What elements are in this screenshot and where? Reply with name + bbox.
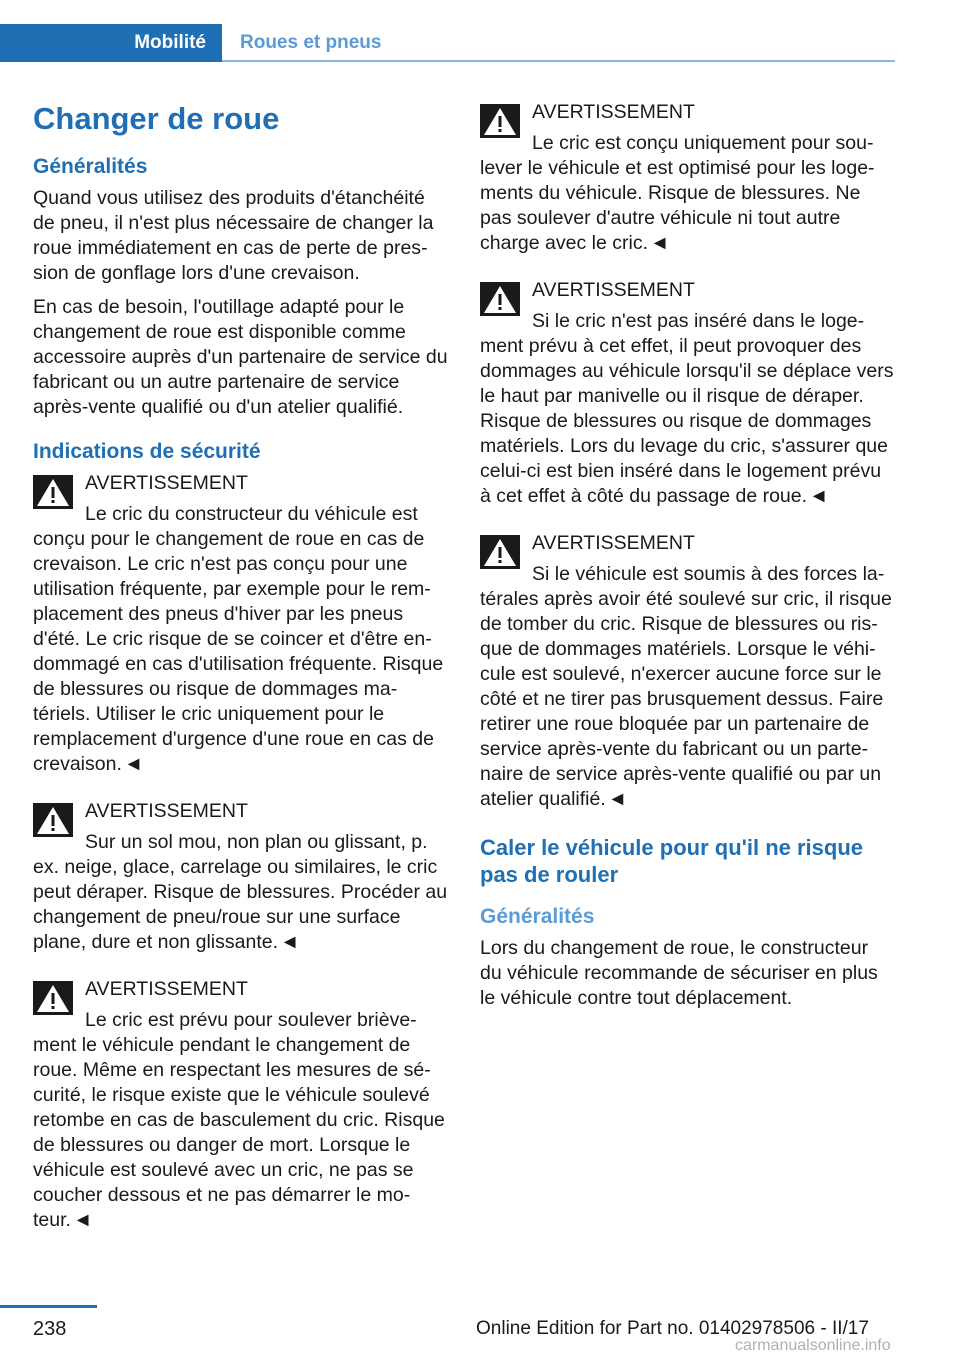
end-mark: ◄ bbox=[607, 788, 628, 810]
safety-heading: Indications de sécurité bbox=[33, 440, 261, 463]
chock-heading: Caler le véhicule pour qu'il ne risque pas de rouler bbox=[480, 835, 864, 887]
general-paragraph-2: En cas de besoin, l'outillage adapté pour le changement de roue est disponible comme accessoire auprès d'un partenaire de service du fabricant ou un autre partenaire de service après-vente qualifié ou d'un atelier qualifié. bbox=[33, 296, 448, 418]
warning-text: Le cric est prévu pour soulever brièvement le véhicule pendant le changement de roue. Même en respectant les mesures de sécurité, le risque existe que le véhicule soulevé retombe en cas de basculement du cric. Risque de blessures ou danger de mort. Lorsque le véhicule est soulevé avec un cric, ne pas se coucher dessous et ne pas démarrer le moteur. bbox=[33, 1009, 445, 1231]
edition-note: Online Edition for Part no. 01402978506 - II/17 bbox=[476, 1318, 869, 1339]
warning-label: AVERTISSEMENT bbox=[532, 101, 695, 123]
warning-label: AVERTISSEMENT bbox=[85, 978, 248, 1000]
tab-underline bbox=[222, 60, 895, 62]
chapter-tabs bbox=[0, 24, 895, 62]
warning-text: Si le cric n'est pas inséré dans le logement prévu à cet effet, il peut provoquer des dommages au véhicule lorsqu'il se déplace vers le haut par manivelle ou il risque de déraper. Risque de blessures ou risque de dommages matériels. Lors du levage du cric, s'assurer que celui-ci est bien inséré dans le logement prévu à cet effet à côté du passage de roue. bbox=[480, 310, 894, 507]
warning-block bbox=[480, 100, 895, 256]
warning-block bbox=[33, 799, 448, 955]
warning-block bbox=[480, 531, 895, 812]
warning-text: Le cric du constructeur du véhicule est conçu pour le changement de roue en cas de crevaison. Le cric n'est pas conçu pour une utilisation fréquente, par exemple pour le remplacement des pneus d'hiver par les pneus d'été. Le cric risque de se coincer et d'être endommagé en cas d'utilisation fréquente. Risque de blessures ou risque de dommages matériels. Utiliser le cric uniquement pour le remplacement d'urgence d'une roue en cas de crevaison. bbox=[33, 503, 444, 775]
page-title: Changer de roue bbox=[33, 101, 280, 136]
right-column bbox=[480, 100, 895, 1020]
watermark: carmanualsonline.info bbox=[735, 1337, 891, 1354]
chock-subheading: Généralités bbox=[480, 905, 595, 928]
warning-block bbox=[33, 471, 448, 777]
general-paragraph-1: Quand vous utilisez des produits d'étanchéité de pneu, il n'est plus nécessaire de changer la roue immédiatement en cas de perte de pression de gonflage lors d'une crevaison. bbox=[33, 187, 434, 284]
warning-triangle-icon bbox=[480, 535, 520, 569]
warning-label: AVERTISSEMENT bbox=[85, 800, 248, 822]
page-number: 238 bbox=[33, 1318, 67, 1340]
end-mark: ◄ bbox=[650, 232, 670, 254]
chock-paragraph: Lors du changement de roue, le constructeur du véhicule recommande de sécuriser en plus le véhicule contre tout déplacement. bbox=[480, 937, 878, 1009]
warning-triangle-icon bbox=[480, 104, 520, 138]
warning-label: AVERTISSEMENT bbox=[85, 472, 248, 494]
tab-section: Mobilité bbox=[0, 24, 222, 62]
end-mark: ◄ bbox=[72, 1209, 93, 1231]
warning-text: Si le véhicule est soumis à des forces latérales après avoir été soulevé sur cric, il risque de tomber du cric. Risque de blessures ou risque de dommages matériels. Lorsque le véhicule est soulevé, n'exercer aucune force sur le côté et ne tirer pas brusquement dessus. Faire retirer une roue bloquée par un partenaire de service après-vente du fabricant ou un partenaire de service après-vente qualifié ou par un atelier qualifié. bbox=[480, 563, 892, 810]
end-mark: ◄ bbox=[809, 485, 829, 507]
warning-label: AVERTISSEMENT bbox=[532, 279, 695, 301]
warning-label: AVERTISSEMENT bbox=[532, 532, 695, 554]
end-mark: ◄ bbox=[123, 753, 144, 775]
warning-triangle-icon bbox=[33, 803, 73, 837]
footer-rule bbox=[0, 1305, 97, 1308]
warning-triangle-icon bbox=[480, 282, 520, 316]
end-mark: ◄ bbox=[280, 931, 300, 953]
left-column bbox=[33, 100, 448, 1255]
tab-subsection: Roues et pneus bbox=[240, 32, 382, 53]
warning-text: Sur un sol mou, non plan ou glissant, p. ex. neige, glace, carrelage ou similaires, le cric peut déraper. Risque de blessures. Procéder au changement de pneu/roue sur une surface plane, dure et non glissante. bbox=[33, 831, 448, 953]
warning-triangle-icon bbox=[33, 475, 73, 509]
general-heading: Généralités bbox=[33, 155, 148, 178]
warning-block bbox=[480, 278, 895, 509]
warning-text: Le cric est conçu uniquement pour soulever le véhicule et est optimisé pour les logements du véhicule. Risque de blessures. Ne pas soulever d'autre véhicule ni tout autre charge avec le cric. bbox=[480, 132, 875, 254]
warning-block bbox=[33, 977, 448, 1233]
warning-triangle-icon bbox=[33, 981, 73, 1015]
